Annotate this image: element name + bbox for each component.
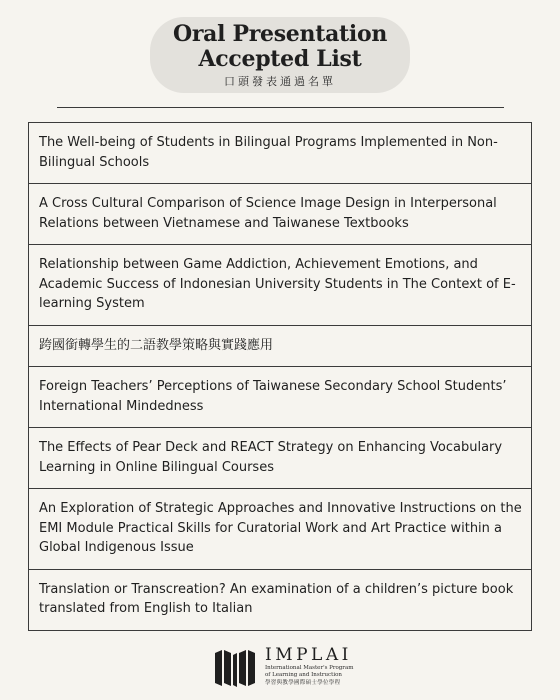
list-item: An Exploration of Strategic Approaches and Innovative Instructions on the EMI Module Practical Skills for Curatorial Work and Art Practice within a Global Indigenous Issue <box>29 489 531 570</box>
book-pages-icon <box>213 647 257 689</box>
logo-subtitle-line-1: International Master's Program <box>265 665 354 671</box>
logo-subtitle-chinese: 學習與教學國際碩士學位學程 <box>265 680 341 686</box>
title-line-1: Oral Presentation <box>172 21 388 47</box>
list-item: Relationship between Game Addiction, Achievement Emotions, and Academic Success of Indonesian University Students in The Context of E-learning System <box>29 245 531 326</box>
logo-name: IMPLAI <box>265 645 352 665</box>
logo-subtitle-line-2: of Learning and Instruction <box>265 672 342 678</box>
list-item: Foreign Teachers’ Perceptions of Taiwanese Secondary School Students’ International Mindedness <box>29 367 531 428</box>
accepted-papers-list <box>28 122 532 631</box>
list-item: 跨國銜轉學生的二語教學策略與實踐應用 <box>29 326 531 368</box>
list-item: The Well-being of Students in Bilingual Programs Implemented in Non-Bilingual Schools <box>29 123 531 184</box>
list-item: A Cross Cultural Comparison of Science Image Design in Interpersonal Relations between Vietnamese and Taiwanese Textbooks <box>29 184 531 245</box>
implai-logo <box>213 645 353 695</box>
list-item: Translation or Transcreation? An examination of a children’s picture book translated from English to Italian <box>39 581 514 616</box>
list-item: The Effects of Pear Deck and REACT Strategy on Enhancing Vocabulary Learning in Online Bilingual Courses <box>29 428 531 489</box>
title-banner <box>150 17 410 93</box>
page-title <box>150 17 410 72</box>
header-divider <box>57 107 504 108</box>
title-line-2: Accepted List <box>198 46 362 72</box>
logo-text-block <box>265 645 357 687</box>
page-subtitle: 口頭發表通過名單 <box>224 75 336 88</box>
